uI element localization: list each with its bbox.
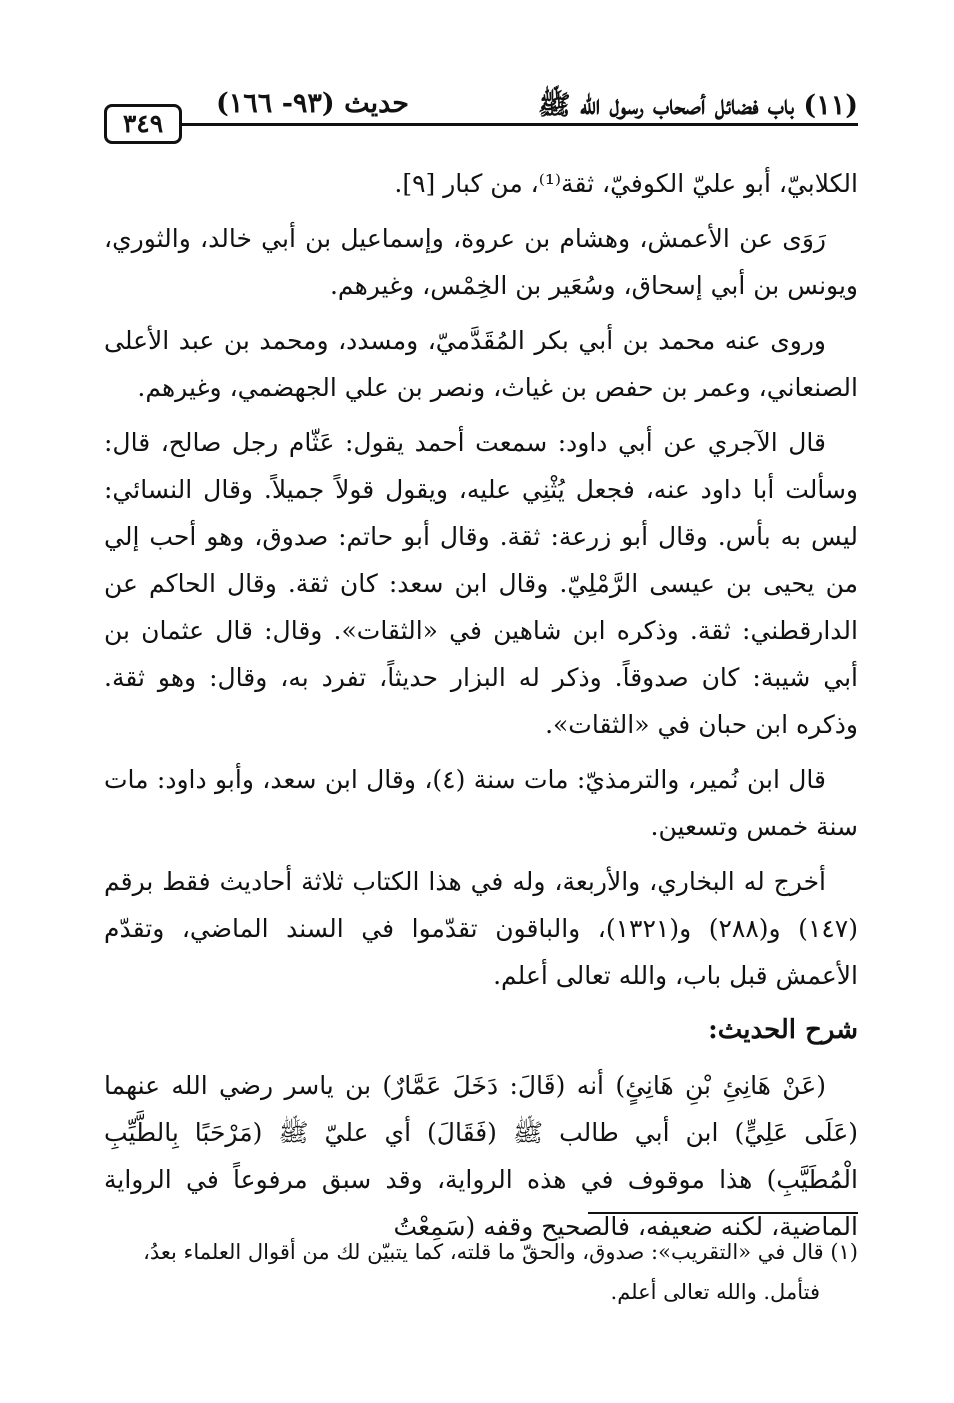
header-divider bbox=[180, 123, 858, 126]
paragraph: قال ابن نُمير، والترمذيّ: مات سنة (٤)، وقال ابن سعد، وأبو داود: مات سنة خمس وتسعين. bbox=[104, 765, 858, 841]
paragraph: أخرج له البخاري، والأربعة، وله في هذا الكتاب ثلاثة أحاديث فقط برقم (١٤٧) و(٢٨٨) و(١٣٢١)، والباقون تقدّموا في السند الماضي، وتقدّم الأعمش قبل باب، والله تعالى أعلم. bbox=[104, 867, 858, 990]
chapter-title: (١١) باب فضائل أصحاب رسول الله ﷺ bbox=[537, 90, 858, 121]
paragraph: وروى عنه محمد بن أبي بكر المُقَدَّميّ، ومسدد، ومحمد بن عبد الأعلى الصنعاني، وعمر بن حفص بن غياث، ونصر بن علي الجهضمي، وغيرهم. bbox=[104, 326, 858, 402]
main-text bbox=[104, 160, 858, 1258]
footnote-divider bbox=[588, 1212, 858, 1214]
page-number: ٣٤٩ bbox=[104, 104, 182, 144]
section-heading: شرح الحديث: bbox=[708, 1015, 858, 1045]
footnote-line: (١) قال في «التقريب»: صدوق، والحقّ ما قلته، كما يتبيّن لك من أقوال العلماء بعدُ، bbox=[143, 1240, 858, 1264]
paragraph: الكلابيّ، أبو عليّ الكوفيّ، ثقة⁽¹⁾، من كبار [٩]. bbox=[394, 169, 858, 198]
running-header bbox=[104, 84, 858, 140]
paragraph: رَوَى عن الأعمش، وهشام بن عروة، وإسماعيل بن أبي خالد، والثوري، ويونس بن أبي إسحاق، وسُعَير بن الخِمْس، وغيرهم. bbox=[104, 224, 858, 300]
footnotes bbox=[104, 1232, 858, 1312]
paragraph: قال الآجري عن أبي داود: سمعت أحمد يقول: عَثّام رجل صالح، قال: وسألت أبا داود عنه، فجعل يُثْنِي عليه، ويقول قولاً جميلاً. وقال النسائي: ليس به بأس. وقال أبو زرعة: ثقة. وقال أبو حاتم: صدوق، وهو أحب إلي من يحيى بن عيسى الرَّمْلِيّ. وقال ابن سعد: كان ثقة. وقال الحاكم عن الدارقطني: ثقة. وذكره ابن شاهين في «الثقات». وقال: قال عثمان بن أبي شيبة: كان صدوقاً. وذكر له البزار حديثاً، تفرد به، وقال: وهو ثقة. وذكره ابن حبان في «الثقات». bbox=[104, 428, 858, 739]
footnote-line: فتأمل. والله تعالى أعلم. bbox=[610, 1280, 820, 1304]
hadith-range: حديث (٩٣- ١٦٦) bbox=[216, 88, 409, 119]
commentary-paragraph: (عَنْ هَانِئِ بْنِ هَانِئٍ) أنه (قَالَ: دَخَلَ عَمَّارٌ) بن ياسر رضي الله عنهما (عَلَى عَلِيٍّ) ابن أبي طالب ﷺ (فَقَالَ) أي عليّ ﷺ (مَرْحَبًا بِالطَّيِّبِ الْمُطَيَّبِ) هذا موقوف في هذه الرواية، وقد سبق مرفوعاً في الرواية الماضية، لكنه ضعيفه، فالصحيح وقفه (سَمِعْتُ bbox=[104, 1071, 858, 1241]
